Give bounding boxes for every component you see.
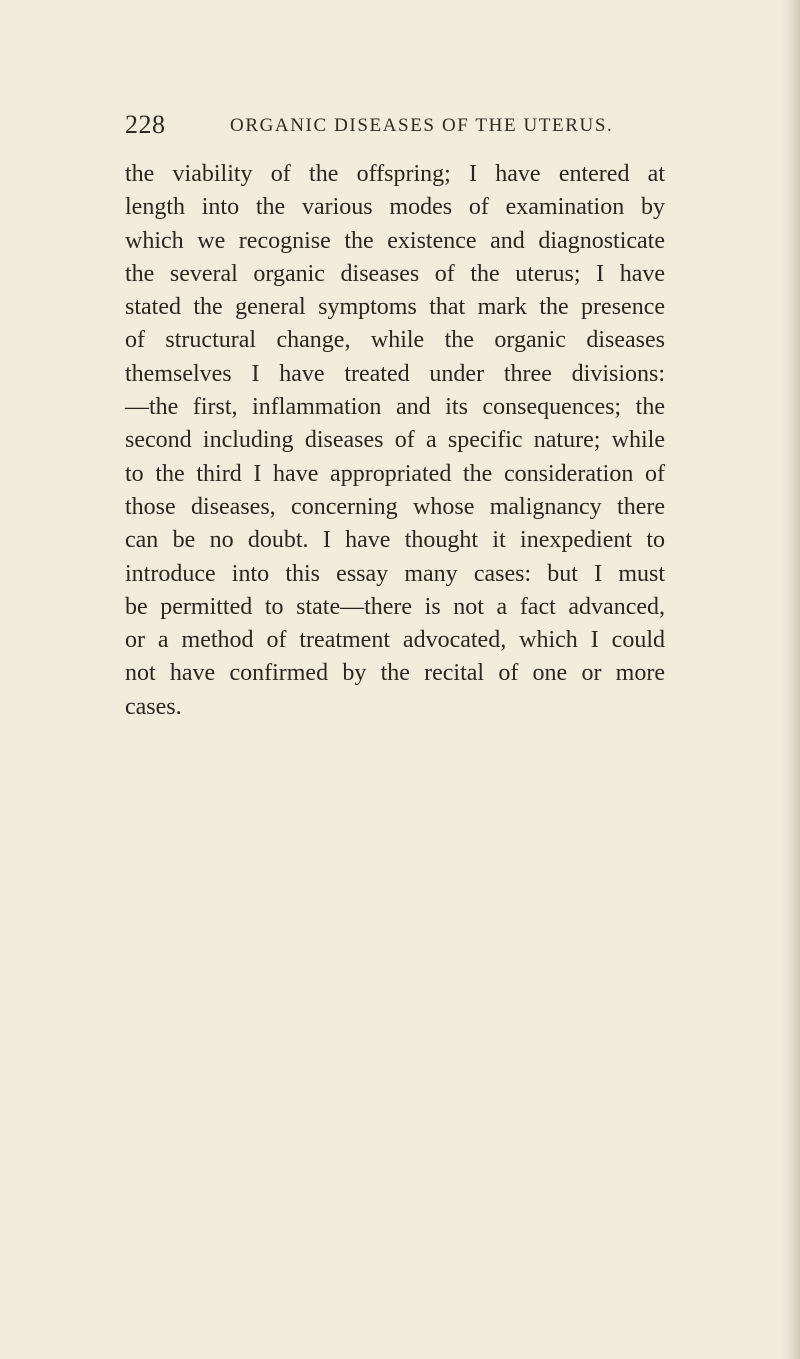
text-line: to the third I have appropriated the consideration of: [125, 460, 665, 487]
text-line: length into the various modes of examination by: [125, 194, 665, 221]
page-edge-shadow: [790, 0, 800, 1359]
running-head: ORGANIC DISEASES OF THE UTERUS.: [230, 115, 614, 136]
text-line: cases.: [125, 693, 182, 720]
text-line: not have confirmed by the recital of one or more: [125, 660, 665, 687]
body-text: [125, 158, 665, 724]
text-line: those diseases, concerning whose malignancy there: [125, 493, 665, 520]
text-line: of structural change, while the organic diseases: [125, 327, 665, 354]
text-line: introduce into this essay many cases: but I must: [125, 560, 665, 587]
text-line: or a method of treatment advocated, which I could: [125, 627, 665, 654]
text-line: the viability of the offspring; I have entered at: [125, 161, 665, 187]
text-line: the several organic diseases of the uterus; I have: [125, 260, 665, 287]
text-line: themselves I have treated under three divisions:: [125, 360, 665, 387]
text-line: be permitted to state—there is not a fact advanced,: [125, 593, 665, 620]
page-number: 228: [125, 110, 166, 139]
page-header: [125, 110, 645, 144]
text-line: stated the general symptoms that mark the presence: [125, 294, 665, 321]
text-line: —the first, inflammation and its consequences; the: [125, 394, 665, 421]
text-line: can be no doubt. I have thought it inexpedient to: [125, 527, 665, 554]
text-line: second including diseases of a specific nature; while: [125, 427, 665, 454]
text-line: which we recognise the existence and diagnosticate: [125, 227, 665, 254]
